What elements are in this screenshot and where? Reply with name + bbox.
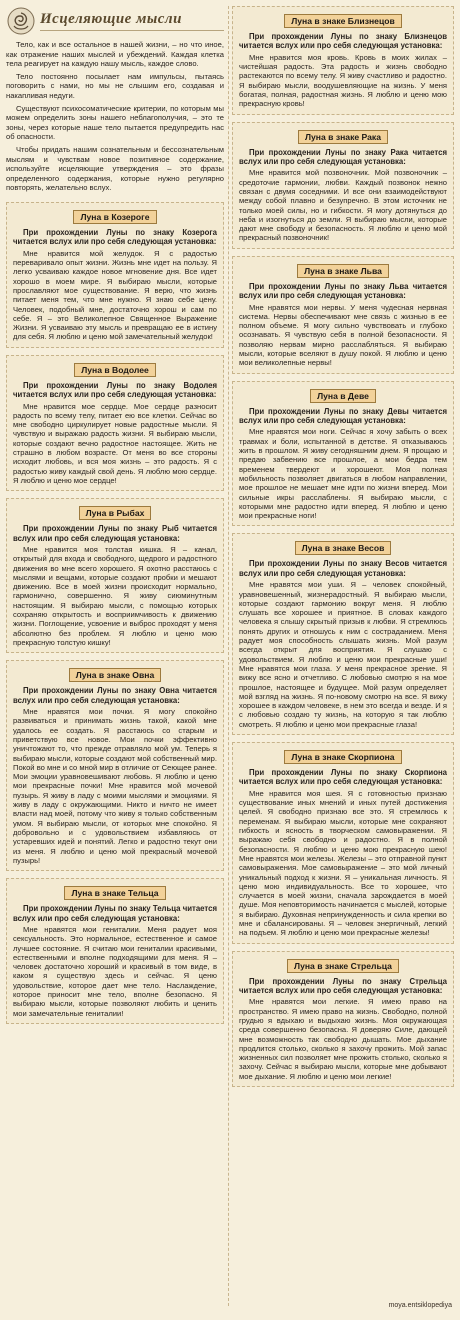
section-heading: При прохождении Луны по знаку Тельца читается вслух или про себя следующая установка: xyxy=(13,904,217,923)
section-title: Луна в Рыбах xyxy=(79,506,152,520)
section-aquarius xyxy=(6,355,224,491)
right-column xyxy=(232,6,454,1094)
intro-header xyxy=(6,6,224,36)
section-sagittarius xyxy=(232,951,454,1087)
section-heading: При прохождении Луны по знаку Овна читается вслух или про себя следующая установка: xyxy=(13,686,217,705)
section-title: Луна в знаке Стрельца xyxy=(287,959,399,973)
section-body: Мне нравятся мои нервы. У меня чудесная нервная система. Нервы обеспечивают мне связь с жизнью в ее полном объеме. Я могу сильно чувствовать и глубоко осознавать. Я чувствую себя в полной безопасности. Я позволяю нервам мирно расслабляться. Я выбираю мысли, которые вселяют в душу покой. Я люблю и ценю мои великолепные нервы! xyxy=(239,302,447,368)
section-body: Мне нравятся мои почки. Я могу спокойно развиваться и принимать жизнь такой, какой мне удалось ее создать. Я расстаюсь со старым и приветствую все новое. Мои почки эффективно уничтожают то, что прежде отравляло мой ум. Теперь я выбираю мысли, которые создают мой собственный мир. Покой во мне и со мной мир в отличие от Сеющее ранее. Мои эмоции уравновешивают любовь. Я люблю и ценю мои прекрасные почки! Мне нравится мой мочевой пузырь. Я живу в ладу с моими мыслями и эмоциями. Я живу в ладу с окружающими. Никто и ничто не имеет власти над моей, потому что живу я только собственным умом. Я выбираю мысли, от которых мне спокойно. Я добровольно и с удовольствием избавляюсь от устаревших идей и понятий. Легко и радостно текут они из меня. Я люблю и ценю мой прекрасный мочевой пузырь! xyxy=(13,707,217,865)
section-body: Мне нравится моя толстая кишка. Я – канал, открытый для входа и свободного, щедрого и радостного движения во мне всего хорошего. Я охотно расстаюсь с мыслями и вещами, которые создают пробки и мешают движению. Все в моей жизни происходит нормально, гармонично, совершенно. Я живу сиюминутным настоящим. Я выбираю мысли, с помощью которых сохраняю открытость и восприимчивость к движению жизни. Поглощение, усвоение и выброс проходят у меня абсолютно без проблем. Я люблю и ценю мою прекрасную толстую кишку! xyxy=(13,544,217,647)
section-body: Мне нравится моя шея. Я с готовностью признаю существование иных мнений и иных путей достижения целей. Я свободно признаю все это. Я стремлюсь к переменам. Я выбираю мысли, которые мне сохраняют гибкость и ясность в творческом самовыражении. Я выражаю себя свободно и радостно. Я в полной безопасности. Я люблю и ценю мою прекрасную шею! Мне нравятся мои железы. Железы – это отправной пункт самовыражения. Мое самовыражение – это мой личный уникальный подход к жизни. Я – уникальная личность. Я ценю мою индивидуальность. Все то хорошее, что случается в моей жизни, сначала зарождается в моей душе. Моя неповторимость начинается с мыслей, которые я выбираю. Духовная непринужденность и сила крепки во мне и сбалансированы. Я – человек энергичный, легкий на подъем. Я люблю и ценю мои прекрасные железы! xyxy=(239,788,447,938)
intro-paragraph: Тело, как и все остальное в нашей жизни, – но что иное, как отражение наших мыслей и убеждений. Каждая клетка тела реагирует на каждую нашу мысль, каждое слово. xyxy=(6,40,224,69)
page-title: Исцеляющие мысли xyxy=(40,11,224,31)
intro-paragraph: Тело постоянно посылает нам импульсы, пытаясь поговорить с нами, но мы не слышим его, создавая и накапливая недуги. xyxy=(6,71,224,100)
section-title: Луна в знаке Рака xyxy=(298,130,388,144)
section-virgo xyxy=(232,381,454,527)
section-heading: При прохождении Луны по знаку Близнецов читается вслух или про себя следующая установка: xyxy=(239,32,447,51)
section-heading: При прохождении Луны по знаку Водолея читается вслух или про себя следующая установка: xyxy=(13,380,217,400)
column-divider xyxy=(228,6,229,1306)
section-body: Мне нравятся мои гениталии. Меня радует моя сексуальность. Это нормальное, естественное и самое лучшее состояние. Я считаю мои гениталии красивыми, естественными и вполне подходящими для меня. Я – человек достаточно хороший и красивый в том виде, в каком я существую здесь и сейчас. Я ценю удовольствие, которое дает мне тело. Наслаждение, которое приносит мне тело, вполне безопасно. Я выбираю мысли, которые позволяют любить и ценить мои замечательные гениталии! xyxy=(13,924,217,1018)
source-watermark: moya.entsiklopediya xyxy=(388,1302,452,1309)
intro-paragraph: Чтобы придать нашим сознательным и бессознательным мыслям и чувствам новое позитивное содержание, используйте исцеляющие утверждения – это фразы определенного содержания, которые нужно регулярно повторять, желательно вслух. xyxy=(6,144,224,193)
section-heading: При прохождении Луны по знаку Рыб читается вслух или про себя следующая установка: xyxy=(13,524,217,543)
section-title: Луна в знаке Скорпиона xyxy=(284,750,401,764)
section-body: Мне нравятся мои легкие. Я имею право на пространство. Я имею право на жизнь. Свободно, полной грудью я вдыхаю и выдыхаю жизнь. Моя окружающая среда совершенно безопасна. Я доверяю Силе, дающей мне возможность так свободно дышать. Мое дыхание продлится столько, сколько я захочу прожить. Мой запас жизненных сил позволяет мне прожить столько, сколько я захочу. Сейчас я выбираю мысли, которые мне добывают мое дыхание. Я люблю и ценю мои легкие! xyxy=(239,997,447,1081)
section-title: Луна в знаке Близнецов xyxy=(284,14,402,28)
section-title: Луна в знаке Весов xyxy=(295,541,392,555)
section-taurus xyxy=(6,878,224,1024)
section-libra xyxy=(232,533,454,735)
section-aries xyxy=(6,660,224,871)
intro-paragraph: Существуют психосоматические критерии, по которым мы можем определить зоны нашего неблагополучия, – это те зоны, через которые наше тело пытается предупредить нас об опасности. xyxy=(6,103,224,142)
section-body: Мне нравится мой позвоночник. Мой позвоночник – средоточие гармонии, любви. Каждый позвонок нежно связан с двумя соседними. И все они взаимодействуют между собой плавно и безупречно. В этом источник не только моей силы, но и гибкости. Я могу дотянуться до неба и изогнуться до земли. Я выбираю мысли, которые дают мне свободу и безопасность. Я люблю и ценю мой прекрасный позвоночник! xyxy=(239,168,447,243)
section-heading: При прохождении Луны по знаку Весов читается вслух или про себя следующая установка: xyxy=(239,559,447,578)
section-title: Луна в знаке Льва xyxy=(297,264,389,278)
section-title: Луна в знаке Овна xyxy=(69,668,162,682)
section-title: Луна в Водолее xyxy=(74,363,156,377)
section-heading: При прохождении Луны по знаку Рака читается вслух или про себя следующая установка: xyxy=(239,147,447,166)
section-title: Луна в Деве xyxy=(310,389,376,403)
section-scorpio xyxy=(232,742,454,944)
rose-icon xyxy=(6,6,36,36)
section-body: Мне нравятся мои уши. Я – человек спокойный, уравновешенный, жизнерадостный. Я выбираю мысли, которые создают гармонию вокруг меня. Я люблю слушать все хорошее и приятное. В словах каждого человека я слышу скрытый призыв к любви. Я стремлюсь понять других и отношусь к ним с состраданием. Меня радует моя способность слышать жизнь. Мой разум всегда открыт для восприятия. Я слушаю с удовольствием. Я люблю и ценю мои прекрасные уши! Мне нравятся мои глаза. У меня прекрасное зрение. Я вижу все ясно и отчетливо. С любовью смотрю я на мое прошлое, настоящее и будущее. Мой разум определяет мой взгляд на жизнь. Я по-новому смотрю на все. Я вижу хорошее в каждом человеке, в нем это всегда и везде. И я с любовью создаю ту жизнь, на которую я так люблю смотреть. Я люблю и ценю мои прекрасные глаза! xyxy=(239,580,447,729)
section-heading: При прохождении Луны по знаку Девы читается вслух или про себя следующая установка: xyxy=(239,406,447,426)
intro xyxy=(6,6,224,193)
section-leo xyxy=(232,256,454,374)
section-title: Луна в знаке Тельца xyxy=(64,886,165,900)
left-column xyxy=(6,6,224,1031)
section-body: Мне нравится моя кровь. Кровь в моих жилах – чистейшая радость. Эта радость и жизнь свободно растекаются по всему телу. Я живу счастливо и радостно. Я выбираю мысли, воодушевляющие на жизнь. У меня богатая, полная, радостная жизнь. Я люблю и ценю мою прекрасную кровь! xyxy=(239,52,447,109)
section-capricorn xyxy=(6,202,224,348)
section-heading: При прохождении Луны по знаку Льва читается вслух или про себя следующая установка: xyxy=(239,281,447,301)
section-body: Мне нравится мой желудок. Я с радостью переваривало опыт жизни. Жизнь мне идет на пользу. Я легко усваиваю каждое новое мгновение дня. Все идет хорошо в моем мире. Я выбираю мысли, которые прославляют мое существование. Я верю, что жизнь питает меня тем, что мне нужно. Я знаю себе цену. Человек, подобный мне, достаточно хорош и сам по себе. Я – это Великолепное Священное Выражение Жизни. Я усваиваю эту мысль и превращаю ее в истину для себя. Я люблю и ценю мой замечательный желудок! xyxy=(13,248,217,342)
section-body: Мне нравятся мои ноги. Сейчас я хочу забыть о всех травмах и боли, испытанной в детстве. Я отказываюсь жить в прошлом. Я живу сегодняшним днем. Я прощаю и предаю забвению все прошлое, а мои бедра тем временем твердеют и хорошеют. Моя полная мобильность позволяет двигаться в любом направлении, мое прошлое не мешает мне идти по жизни вперед. Мои сильные икры расслаблены. Я выбираю мысли, с которыми мне радостно идти вперед. Я люблю и ценю мои прекрасные ноги! xyxy=(239,427,447,521)
section-heading: При прохождении Луны по знаку Скорпиона читается вслух или про себя следующая установка: xyxy=(239,768,447,787)
section-heading: При прохождении Луны по знаку Козерога читается вслух или про себя следующая установка: xyxy=(13,227,217,247)
section-pisces xyxy=(6,498,224,653)
section-cancer xyxy=(232,122,454,249)
section-body: Мне нравится мое сердце. Мое сердце разносит радость по всему телу, питает ею все клетки. Сейчас во мне свободно циркулирует новые радостные мысли. Я чувствую и выражаю радость жизни. Я выбираю мысли, которые создают вечно радостное настоящее. Жить не страшно в любом возрасте. От меня во все стороны исходит любовь, и вся моя жизнь – это радость. Я с радостью живу каждый свой день. Я люблю мою сердце. Я люблю и ценю мое сердце! xyxy=(13,401,217,485)
section-heading: При прохождении Луны по знаку Стрельца читается вслух или про себя следующая установка: xyxy=(239,976,447,995)
section-gemini xyxy=(232,6,454,115)
section-title: Луна в Козероге xyxy=(73,210,156,224)
